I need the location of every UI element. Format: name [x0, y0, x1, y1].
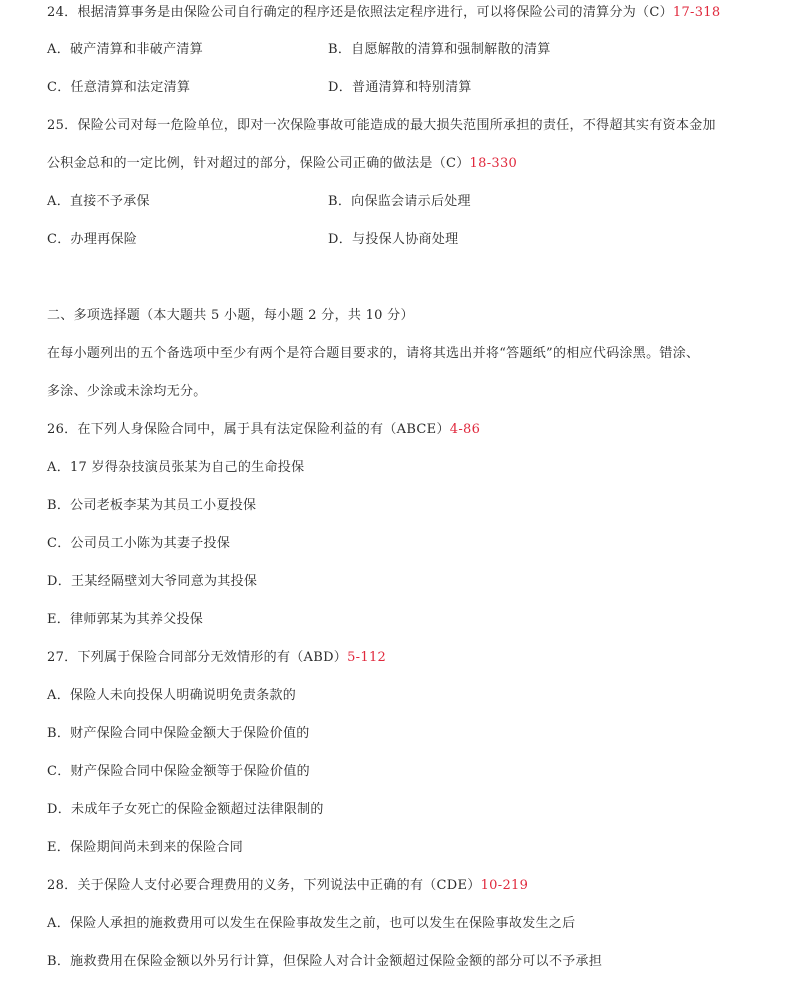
question-27-option-c: C．财产保险合同中保险金额等于保险价值的 [47, 764, 310, 779]
question-28-option-a: A．保险人承担的施救费用可以发生在保险事故发生之前，也可以发生在保险事故发生之后 [47, 916, 576, 931]
section-instructions-line1: 在每小题列出的五个备选项中至少有两个是符合题目要求的，请将其选出并将“答题纸”的相应代码涂黑。错涂、 [47, 346, 700, 361]
question-27-option-b: B．财产保险合同中保险金额大于保险价值的 [47, 726, 310, 741]
question-28-option-b: B．施救费用在保险金额以外另行计算，但保险人对合计金额超过保险金额的部分可以不予承担 [47, 954, 603, 969]
question-text: 26．在下列人身保险合同中，属于具有法定保险利益的有（ABCE） [47, 422, 450, 437]
question-text: 28．关于保险人支付必要合理费用的义务，下列说法中正确的有（CDE） [47, 878, 481, 893]
section-instructions-line2: 多涂、少涂或未涂均无分。 [47, 384, 207, 399]
question-26-option-e: E．律师郭某为其养父投保 [47, 612, 204, 627]
question-24-option-c: C．任意清算和法定清算 [47, 80, 191, 95]
question-25-stem-line2 [47, 155, 517, 173]
question-27-stem [47, 649, 386, 667]
question-26-option-d: D．王某经隔壁刘大爷同意为其投保 [47, 574, 258, 589]
question-24-option-d: D．普通清算和特别清算 [328, 80, 472, 95]
page-reference: 10-219 [480, 878, 529, 893]
question-27-option-e: E．保险期间尚未到来的保险合同 [47, 840, 243, 855]
question-28-stem [47, 877, 528, 895]
page-reference: 17-318 [672, 5, 721, 20]
question-27-option-a: A．保险人未向投保人明确说明免责条款的 [47, 688, 297, 703]
question-24-option-a: A．破产清算和非破产清算 [47, 42, 203, 57]
question-26-option-a: A．17 岁得杂技演员张某为自己的生命投保 [47, 460, 305, 475]
question-text: 公积金总和的一定比例，针对超过的部分，保险公司正确的做法是（C） [47, 156, 470, 171]
question-text: 24．根据清算事务是由保险公司自行确定的程序还是依照法定程序进行，可以将保险公司的清算分为（C） [47, 5, 673, 20]
question-24-option-b: B．自愿解散的清算和强制解散的清算 [328, 42, 551, 57]
question-25-option-a: A．直接不予承保 [47, 194, 150, 209]
question-24-stem [47, 4, 720, 22]
question-25-option-d: D．与投保人协商处理 [328, 232, 459, 247]
question-26-option-c: C．公司员工小陈为其妻子投保 [47, 536, 231, 551]
question-26-stem [47, 421, 480, 439]
page-reference: 4-86 [449, 422, 481, 437]
question-25-option-b: B．向保监会请示后处理 [328, 194, 471, 209]
question-25-option-c: C．办理再保险 [47, 232, 138, 247]
question-26-option-b: B．公司老板李某为其员工小夏投保 [47, 498, 257, 513]
question-25-stem-line1: 25．保险公司对每一危险单位，即对一次保险事故可能造成的最大损失范围所承担的责任，不得超其实有资本金加 [47, 118, 716, 133]
page-reference: 5-112 [347, 650, 387, 665]
question-text: 27．下列属于保险合同部分无效情形的有（ABD） [47, 650, 348, 665]
section-title: 二、多项选择题（本大题共 5 小题，每小题 2 分，共 10 分） [47, 308, 414, 323]
question-27-option-d: D．未成年子女死亡的保险金额超过法律限制的 [47, 802, 324, 817]
page-reference: 18-330 [469, 156, 518, 171]
